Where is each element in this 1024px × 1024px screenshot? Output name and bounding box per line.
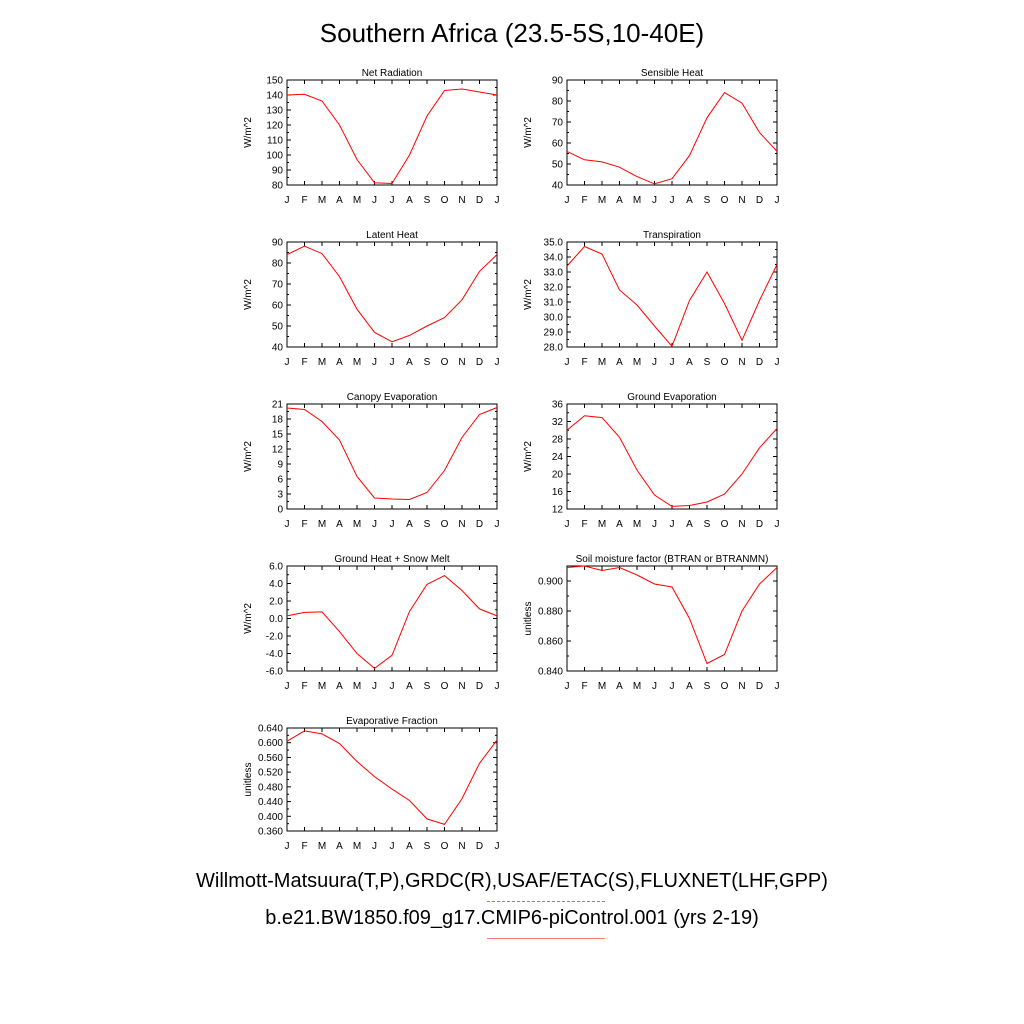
x-tick-label: F xyxy=(581,681,588,692)
x-tick-label: J xyxy=(389,357,395,368)
x-tick-label: M xyxy=(317,681,327,692)
x-tick-label: A xyxy=(406,195,413,206)
y-tick-label: 50 xyxy=(271,321,283,333)
y-tick-label: 90 xyxy=(271,165,283,177)
x-tick-label: A xyxy=(406,841,413,852)
y-tick-label: 120 xyxy=(266,120,283,132)
x-tick-label: M xyxy=(597,195,607,206)
x-tick-label: A xyxy=(336,519,343,530)
y-tick-label: 0.640 xyxy=(257,723,283,735)
x-tick-label: J xyxy=(389,519,395,530)
y-tick-label: 0.880 xyxy=(537,606,563,618)
chart-panel-8 xyxy=(523,554,780,692)
y-tick-label: 130 xyxy=(266,105,283,117)
x-tick-label: S xyxy=(423,841,431,852)
y-tick-label: 100 xyxy=(266,150,283,162)
y-tick-label: 90 xyxy=(551,75,563,87)
x-tick-label: J xyxy=(494,681,500,692)
series-line-1 xyxy=(287,246,497,342)
x-tick-label: S xyxy=(423,681,431,692)
legend-obs-line xyxy=(487,901,605,902)
x-tick-label: J xyxy=(669,195,675,206)
x-tick-label: J xyxy=(774,681,780,692)
y-tick-label: 60 xyxy=(551,138,563,150)
y-tick-label: 0.600 xyxy=(257,738,283,750)
x-tick-label: M xyxy=(352,357,362,368)
x-tick-label: A xyxy=(686,357,693,368)
y-tick-label: -4.0 xyxy=(265,649,283,660)
x-tick-label: M xyxy=(352,519,362,530)
x-tick-label: O xyxy=(440,519,449,530)
y-tick-label: 12 xyxy=(551,504,563,516)
x-tick-label: J xyxy=(669,357,675,368)
series-line-1 xyxy=(287,89,497,184)
y-tick-label: 80 xyxy=(271,258,283,270)
x-tick-label: F xyxy=(301,681,308,692)
y-tick-label: 70 xyxy=(271,279,283,291)
x-tick-label: N xyxy=(738,681,746,692)
x-tick-label: M xyxy=(352,841,362,852)
x-tick-label: S xyxy=(423,519,431,530)
x-tick-label: A xyxy=(336,841,343,852)
y-tick-label: 16 xyxy=(551,487,563,498)
y-tick-label: 0.0 xyxy=(269,614,283,625)
x-tick-label: M xyxy=(352,681,362,692)
x-tick-label: M xyxy=(317,357,327,368)
x-tick-label: J xyxy=(652,357,657,368)
x-tick-label: N xyxy=(458,519,466,530)
plot-frame xyxy=(287,404,497,509)
y-tick-label: -6.0 xyxy=(265,666,283,678)
x-tick-label: M xyxy=(632,357,642,368)
x-tick-label: A xyxy=(616,681,623,692)
chart-title: Soil moisture factor (BTRAN or BTRANMN) xyxy=(575,554,769,565)
x-tick-label: J xyxy=(372,841,377,852)
series-line-1 xyxy=(567,247,777,347)
x-tick-label: D xyxy=(475,841,484,852)
chart-title: Ground Heat + Snow Melt xyxy=(334,554,450,565)
plot-frame xyxy=(287,728,497,831)
x-tick-label: O xyxy=(440,681,449,692)
x-tick-label: F xyxy=(301,195,308,206)
y-tick-label: 0.560 xyxy=(257,752,283,764)
chart-title: Sensible Heat xyxy=(640,68,704,79)
chart-title: Transpiration xyxy=(643,230,701,241)
x-tick-label: J xyxy=(774,195,780,206)
chart-panel-1 xyxy=(243,68,500,206)
y-axis-label: W/m^2 xyxy=(523,441,534,472)
x-tick-label: M xyxy=(632,195,642,206)
y-tick-label: 60 xyxy=(271,300,283,312)
x-tick-label: J xyxy=(284,357,290,368)
y-tick-label: 0.440 xyxy=(257,797,283,809)
x-tick-label: M xyxy=(317,841,327,852)
x-tick-label: D xyxy=(475,519,484,530)
x-tick-label: F xyxy=(581,357,588,368)
y-axis-label: unitless xyxy=(523,601,534,636)
series-line-1 xyxy=(567,566,777,664)
y-tick-label: 32.0 xyxy=(543,282,563,294)
x-tick-label: D xyxy=(755,519,764,530)
chart-panel-7 xyxy=(243,554,500,692)
legend-model-line xyxy=(487,938,605,939)
x-tick-label: J xyxy=(652,195,657,206)
x-tick-label: O xyxy=(440,195,449,206)
y-tick-label: 33.0 xyxy=(543,267,563,279)
x-tick-label: J xyxy=(564,357,570,368)
x-tick-label: J xyxy=(774,519,780,530)
x-tick-label: A xyxy=(406,519,413,530)
y-axis-label: W/m^2 xyxy=(243,603,254,634)
y-tick-label: 0.520 xyxy=(257,767,283,779)
x-tick-label: A xyxy=(686,519,693,530)
x-tick-label: M xyxy=(632,519,642,530)
y-tick-label: 2.0 xyxy=(269,596,283,608)
x-tick-label: J xyxy=(284,841,290,852)
x-tick-label: S xyxy=(703,681,711,692)
y-tick-label: 6 xyxy=(277,474,283,486)
x-tick-label: O xyxy=(440,841,449,852)
x-tick-label: A xyxy=(336,681,343,692)
y-tick-label: 80 xyxy=(551,96,563,108)
y-tick-label: 6.0 xyxy=(269,561,283,573)
y-axis-label: unitless xyxy=(243,762,254,797)
page-title: Southern Africa (23.5-5S,10-40E) xyxy=(319,18,705,48)
y-tick-label: 0.900 xyxy=(537,576,563,588)
x-tick-label: J xyxy=(372,357,377,368)
x-tick-label: D xyxy=(475,357,484,368)
y-tick-label: 80 xyxy=(271,180,283,192)
y-tick-label: -2.0 xyxy=(265,631,283,643)
x-tick-label: A xyxy=(336,357,343,368)
x-tick-label: O xyxy=(720,357,729,368)
y-tick-label: 34.0 xyxy=(543,252,563,264)
x-tick-label: F xyxy=(581,195,588,206)
chart-title: Ground Evaporation xyxy=(627,392,717,403)
x-tick-label: N xyxy=(738,519,746,530)
chart-panel-4 xyxy=(523,230,780,368)
y-tick-label: 15 xyxy=(271,429,283,441)
series-line-1 xyxy=(287,576,497,669)
y-axis-label: W/m^2 xyxy=(243,117,254,148)
x-tick-label: S xyxy=(423,195,431,206)
x-tick-label: M xyxy=(317,519,327,530)
x-tick-label: N xyxy=(458,195,466,206)
plot-frame xyxy=(567,80,777,185)
x-tick-label: J xyxy=(564,681,570,692)
y-axis-label: W/m^2 xyxy=(243,279,254,310)
y-tick-label: 4.0 xyxy=(269,579,283,590)
x-tick-label: F xyxy=(581,519,588,530)
x-tick-label: J xyxy=(494,357,500,368)
x-tick-label: F xyxy=(301,519,308,530)
y-tick-label: 70 xyxy=(551,117,563,129)
x-tick-label: J xyxy=(494,519,500,530)
y-tick-label: 110 xyxy=(267,135,283,147)
x-tick-label: A xyxy=(616,195,623,206)
y-tick-label: 9 xyxy=(277,459,283,471)
chart-panel-6 xyxy=(523,392,780,530)
x-tick-label: M xyxy=(632,681,642,692)
x-tick-label: A xyxy=(406,681,413,692)
legend-obs-label: Willmott-Matsuura(T,P),GRDC(R),USAF/ETAC(S),FLUXNET(LHF,GPP) xyxy=(196,870,828,892)
x-tick-label: J xyxy=(494,841,500,852)
x-tick-label: J xyxy=(564,195,570,206)
y-tick-label: 3 xyxy=(277,489,283,501)
y-tick-label: 150 xyxy=(266,75,283,87)
y-tick-label: 0 xyxy=(277,504,283,516)
x-tick-label: J xyxy=(372,195,377,206)
y-tick-label: 12 xyxy=(271,444,283,456)
series-line-1 xyxy=(567,416,777,507)
x-tick-label: J xyxy=(284,681,290,692)
x-tick-label: J xyxy=(372,681,377,692)
y-tick-label: 32 xyxy=(551,417,563,428)
x-tick-label: N xyxy=(738,195,746,206)
x-tick-label: M xyxy=(317,195,327,206)
y-tick-label: 35.0 xyxy=(543,237,563,249)
y-axis-label: W/m^2 xyxy=(243,441,254,472)
x-tick-label: D xyxy=(475,681,484,692)
y-tick-label: 24 xyxy=(551,452,563,463)
y-tick-label: 21 xyxy=(271,399,283,411)
y-tick-label: 31.0 xyxy=(543,297,563,309)
x-tick-label: A xyxy=(616,357,623,368)
y-tick-label: 0.480 xyxy=(257,782,283,794)
y-tick-label: 90 xyxy=(271,237,283,249)
x-tick-label: D xyxy=(755,195,764,206)
x-tick-label: S xyxy=(703,519,711,530)
x-tick-label: A xyxy=(616,519,623,530)
x-tick-label: S xyxy=(423,357,431,368)
y-tick-label: 140 xyxy=(266,90,283,102)
y-tick-label: 28 xyxy=(551,434,563,446)
y-tick-label: 36 xyxy=(551,399,563,411)
x-tick-label: M xyxy=(597,357,607,368)
plot-frame xyxy=(287,80,497,185)
series-line-1 xyxy=(287,731,497,825)
x-tick-label: J xyxy=(652,519,657,530)
x-tick-label: J xyxy=(389,681,395,692)
y-tick-label: 0.860 xyxy=(537,636,563,648)
x-tick-label: O xyxy=(720,195,729,206)
x-tick-label: S xyxy=(703,195,711,206)
x-tick-label: A xyxy=(406,357,413,368)
x-tick-label: J xyxy=(389,195,395,206)
plot-frame xyxy=(567,404,777,509)
series-line-1 xyxy=(567,93,777,184)
chart-panel-2 xyxy=(523,68,780,206)
x-tick-label: O xyxy=(720,519,729,530)
x-tick-label: J xyxy=(652,681,657,692)
y-tick-label: 50 xyxy=(551,159,563,171)
x-tick-label: D xyxy=(755,681,764,692)
y-tick-label: 40 xyxy=(551,180,563,192)
x-tick-label: S xyxy=(703,357,711,368)
x-tick-label: J xyxy=(669,519,675,530)
chart-panel-9 xyxy=(243,716,500,852)
chart-panel-5 xyxy=(243,392,500,530)
x-tick-label: D xyxy=(755,357,764,368)
x-tick-label: J xyxy=(284,195,290,206)
y-axis-label: W/m^2 xyxy=(523,117,534,148)
x-tick-label: A xyxy=(336,195,343,206)
x-tick-label: J xyxy=(389,841,395,852)
x-tick-label: J xyxy=(669,681,675,692)
x-tick-label: J xyxy=(372,519,377,530)
x-tick-label: N xyxy=(458,681,466,692)
x-tick-label: O xyxy=(440,357,449,368)
x-tick-label: O xyxy=(720,681,729,692)
x-tick-label: F xyxy=(301,357,308,368)
chart-title: Canopy Evaporation xyxy=(346,392,438,403)
x-tick-label: F xyxy=(301,841,308,852)
y-tick-label: 40 xyxy=(271,342,283,354)
y-axis-label: W/m^2 xyxy=(523,279,534,310)
y-tick-label: 0.360 xyxy=(257,826,283,838)
chart-panel-3 xyxy=(243,230,500,368)
y-tick-label: 0.400 xyxy=(257,811,283,823)
y-tick-label: 18 xyxy=(271,414,283,426)
chart-title: Evaporative Fraction xyxy=(346,716,438,727)
y-tick-label: 28.0 xyxy=(543,342,563,354)
x-tick-label: D xyxy=(475,195,484,206)
x-tick-label: A xyxy=(686,195,693,206)
x-tick-label: M xyxy=(597,681,607,692)
y-tick-label: 30.0 xyxy=(543,312,563,324)
y-tick-label: 29.0 xyxy=(543,327,563,339)
x-tick-label: J xyxy=(284,519,290,530)
x-tick-label: A xyxy=(686,681,693,692)
x-tick-label: M xyxy=(352,195,362,206)
x-tick-label: J xyxy=(494,195,500,206)
series-line-1 xyxy=(287,408,497,500)
x-tick-label: N xyxy=(458,841,466,852)
x-tick-label: M xyxy=(597,519,607,530)
x-tick-label: J xyxy=(774,357,780,368)
x-tick-label: N xyxy=(458,357,466,368)
x-tick-label: N xyxy=(738,357,746,368)
plot-frame xyxy=(567,566,777,671)
x-tick-label: J xyxy=(564,519,570,530)
y-tick-label: 0.840 xyxy=(537,666,563,678)
y-tick-label: 20 xyxy=(551,469,563,481)
chart-title: Latent Heat xyxy=(366,230,418,241)
legend-model-label: b.e21.BW1850.f09_g17.CMIP6-piControl.001 (yrs 2-19) xyxy=(265,907,759,929)
chart-title: Net Radiation xyxy=(361,68,423,79)
